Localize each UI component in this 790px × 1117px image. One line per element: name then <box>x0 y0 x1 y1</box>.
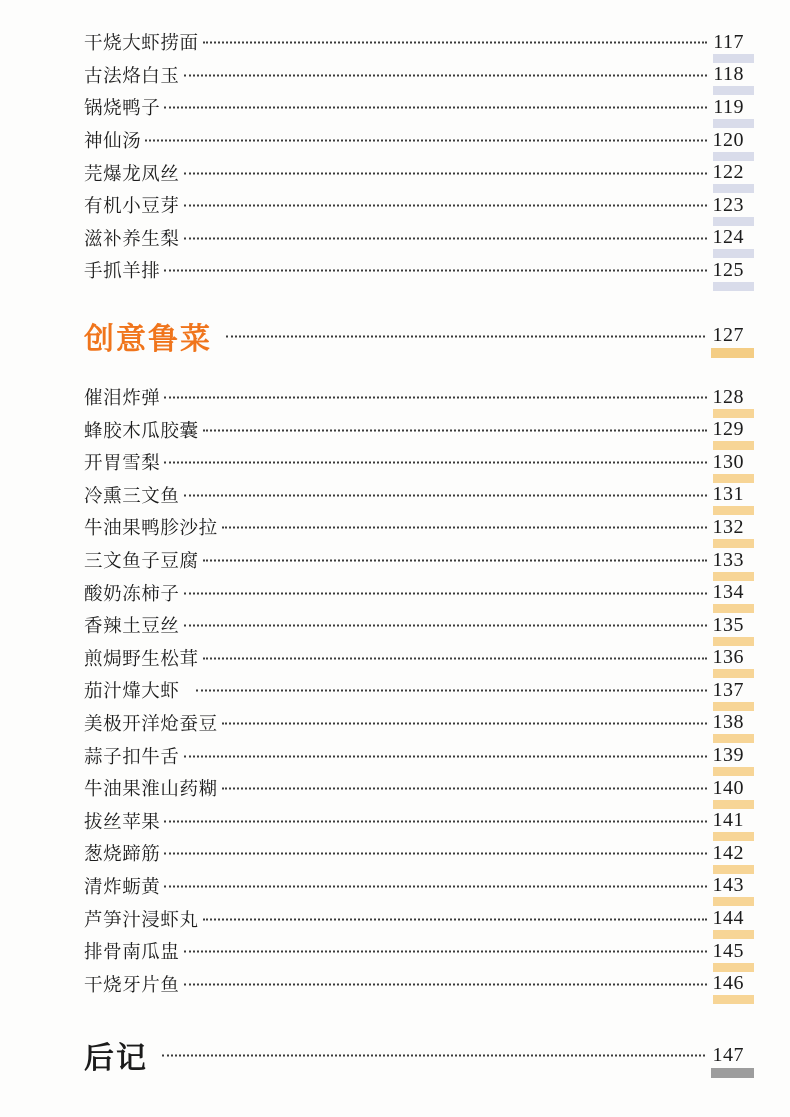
dish-title: 蒜子扣牛舌 <box>84 747 180 768</box>
toc-entry-row <box>84 381 744 414</box>
toc-list <box>84 26 744 1080</box>
page-number: 136 <box>712 646 744 669</box>
page-number: 127 <box>712 324 744 347</box>
toc-entry-row <box>84 544 744 577</box>
page-number-highlight-bar <box>713 865 754 874</box>
dish-title: 催泪炸弹 <box>84 389 161 410</box>
page-number-column <box>710 647 744 668</box>
toc-entry-row <box>84 935 744 968</box>
toc-entry-row <box>84 479 744 512</box>
dot-leader <box>184 625 707 627</box>
page-number: 132 <box>712 515 744 538</box>
page-number-column <box>710 260 744 281</box>
dish-title: 芫爆龙凤丝 <box>84 164 180 185</box>
page-number: 124 <box>712 226 744 249</box>
page-number: 144 <box>712 907 744 930</box>
page-number-highlight-bar <box>713 572 754 581</box>
toc-entry-row <box>84 967 744 1000</box>
dot-leader <box>164 270 707 272</box>
page-number-highlight-bar <box>711 1068 754 1078</box>
dish-title: 神仙汤 <box>84 132 142 153</box>
page-number: 137 <box>712 678 744 701</box>
page-number-highlight-bar <box>713 184 754 193</box>
dot-leader <box>164 820 707 822</box>
page-number-highlight-bar <box>713 539 754 548</box>
toc-entry-row <box>84 222 744 255</box>
dish-title: 有机小豆芽 <box>84 197 180 218</box>
page-number-highlight-bar <box>713 474 754 483</box>
page-number: 120 <box>712 128 744 151</box>
dish-title: 滋补养生梨 <box>84 229 180 250</box>
toc-entry-row <box>84 189 744 222</box>
page-number-highlight-bar <box>713 217 754 226</box>
page-number-highlight-bar <box>713 897 754 906</box>
dish-title: 排骨南瓜盅 <box>84 943 180 964</box>
dot-leader <box>184 494 707 496</box>
dot-leader <box>203 657 707 659</box>
page-number-highlight-bar <box>713 506 754 515</box>
page-number-column <box>710 484 744 505</box>
page-number-highlight-bar <box>713 669 754 678</box>
dish-title: 牛油果淮山药糊 <box>84 780 218 801</box>
toc-entry-row <box>84 902 744 935</box>
dish-title: 酸奶冻柿子 <box>84 584 180 605</box>
page-number: 131 <box>712 483 744 506</box>
section-heading-label: 后记 <box>84 1042 148 1076</box>
dish-title: 美极开洋炝蚕豆 <box>84 714 218 735</box>
toc-entry-row <box>84 156 744 189</box>
toc-entry-row <box>84 59 744 92</box>
page-number: 128 <box>712 385 744 408</box>
dot-leader <box>222 527 707 529</box>
dot-leader <box>162 1055 705 1057</box>
page-number: 135 <box>712 613 744 636</box>
dot-leader <box>184 755 707 757</box>
page-number-column <box>710 452 744 473</box>
dish-title: 手抓羊排 <box>84 262 161 283</box>
toc-entry-row <box>84 804 744 837</box>
dot-leader <box>203 918 707 920</box>
dish-title: 干烧牙片鱼 <box>84 975 180 996</box>
dish-title: 香辣土豆丝 <box>84 617 180 638</box>
section-heading-row <box>84 1030 744 1080</box>
page-number-highlight-bar <box>713 152 754 161</box>
page-number-column <box>710 227 744 248</box>
page-number-column <box>710 908 744 929</box>
dot-leader <box>196 690 707 692</box>
toc-entry-row <box>84 446 744 479</box>
page-number: 119 <box>713 95 744 118</box>
page-number-highlight-bar <box>713 734 754 743</box>
page-number-column <box>710 64 744 85</box>
dish-title: 拔丝苹果 <box>84 812 161 833</box>
page-number-column <box>710 97 744 118</box>
page-number-column <box>710 387 744 408</box>
dot-leader <box>184 74 707 76</box>
toc-entry-row <box>84 124 744 157</box>
page-number-highlight-bar <box>713 86 754 95</box>
page-number-column <box>710 680 744 701</box>
toc-entry-row <box>84 674 744 707</box>
toc-entry-row <box>84 26 744 59</box>
page-number-column <box>708 1045 744 1066</box>
page-number-highlight-bar <box>713 249 754 258</box>
page-number: 129 <box>712 418 744 441</box>
toc-entry-row <box>84 511 744 544</box>
toc-entry-row <box>84 576 744 609</box>
page-number: 130 <box>712 450 744 473</box>
page-number-highlight-bar <box>713 963 754 972</box>
dot-leader <box>203 429 707 431</box>
page-number: 118 <box>713 63 744 86</box>
page-number-highlight-bar <box>713 930 754 939</box>
dot-leader <box>222 788 707 790</box>
page-number: 146 <box>712 972 744 995</box>
page-number-column <box>710 973 744 994</box>
page-number-column <box>710 582 744 603</box>
page-number: 134 <box>712 581 744 604</box>
page-number-highlight-bar <box>711 348 754 358</box>
page-number: 133 <box>712 548 744 571</box>
page-number-highlight-bar <box>713 54 754 63</box>
page-number-highlight-bar <box>713 832 754 841</box>
page-number-column <box>710 550 744 571</box>
page-number-column <box>710 712 744 733</box>
dot-leader <box>184 951 707 953</box>
dot-leader <box>164 885 707 887</box>
section-heading-label: 创意鲁菜 <box>84 322 212 356</box>
dot-leader <box>184 205 707 207</box>
page-number-column <box>710 419 744 440</box>
page-number-highlight-bar <box>713 441 754 450</box>
dot-leader <box>184 172 707 174</box>
dish-title: 蜂胶木瓜胶囊 <box>84 421 199 442</box>
dot-leader <box>184 983 707 985</box>
toc-entry-row <box>84 707 744 740</box>
page-number-column <box>710 778 744 799</box>
page-number-highlight-bar <box>713 604 754 613</box>
page-number-highlight-bar <box>713 637 754 646</box>
page-number: 125 <box>712 258 744 281</box>
dot-leader <box>164 107 707 109</box>
page-number: 142 <box>712 841 744 864</box>
page-number-column <box>710 875 744 896</box>
page-number: 141 <box>712 809 744 832</box>
dish-title: 清炸蛎黄 <box>84 877 161 898</box>
toc-entry-row <box>84 254 744 287</box>
dish-title: 古法烙白玉 <box>84 66 180 87</box>
dot-leader <box>164 397 707 399</box>
page-number-column <box>710 162 744 183</box>
toc-entry-row <box>84 870 744 903</box>
dish-title: 冷熏三文鱼 <box>84 486 180 507</box>
dot-leader <box>184 237 707 239</box>
page-number-highlight-bar <box>713 282 754 291</box>
page-number-highlight-bar <box>713 800 754 809</box>
page-number: 139 <box>712 744 744 767</box>
dot-leader <box>145 140 707 142</box>
dot-leader <box>226 335 705 337</box>
toc-entry-row <box>84 91 744 124</box>
page-number-column <box>710 810 744 831</box>
page-number: 123 <box>712 193 744 216</box>
toc-entry-row <box>84 772 744 805</box>
dish-title: 干烧大虾捞面 <box>84 34 199 55</box>
page-number-highlight-bar <box>713 702 754 711</box>
dot-leader <box>184 592 707 594</box>
page-number-column <box>710 195 744 216</box>
page-number-highlight-bar <box>713 409 754 418</box>
toc-entry-row <box>84 413 744 446</box>
dot-leader <box>203 560 707 562</box>
page-number: 147 <box>712 1043 744 1066</box>
dish-title: 三文鱼子豆腐 <box>84 552 199 573</box>
dish-title: 茄汁㸆大虾 <box>84 682 180 703</box>
toc-entry-row <box>84 739 744 772</box>
page-number-column <box>710 843 744 864</box>
page-number-column <box>710 517 744 538</box>
dot-leader <box>164 462 707 464</box>
page-number-column <box>708 325 744 346</box>
page-number-highlight-bar <box>713 119 754 128</box>
page-number: 145 <box>712 939 744 962</box>
page-number: 143 <box>712 874 744 897</box>
dish-title: 葱烧蹄筋 <box>84 845 161 866</box>
dish-title: 开胃雪梨 <box>84 454 161 475</box>
page-number: 138 <box>712 711 744 734</box>
dish-title: 牛油果鸭胗沙拉 <box>84 519 218 540</box>
page-number-column <box>710 745 744 766</box>
page-number-highlight-bar <box>713 767 754 776</box>
page-number-column <box>710 941 744 962</box>
dot-leader <box>164 853 707 855</box>
dish-title: 煎焗野生松茸 <box>84 649 199 670</box>
dot-leader <box>222 722 707 724</box>
toc-entry-row <box>84 837 744 870</box>
page-number: 117 <box>713 30 744 53</box>
dish-title: 锅烧鸭子 <box>84 99 161 120</box>
toc-entry-row <box>84 609 744 642</box>
page-number-highlight-bar <box>713 995 754 1004</box>
page-number-column <box>710 130 744 151</box>
page-number-column <box>710 32 744 53</box>
page-number: 140 <box>712 776 744 799</box>
page-number-column <box>710 615 744 636</box>
section-heading-row <box>84 311 744 361</box>
page-number: 122 <box>712 161 744 184</box>
toc-entry-row <box>84 642 744 675</box>
dish-title: 芦笋汁浸虾丸 <box>84 910 199 931</box>
dot-leader <box>203 42 707 44</box>
